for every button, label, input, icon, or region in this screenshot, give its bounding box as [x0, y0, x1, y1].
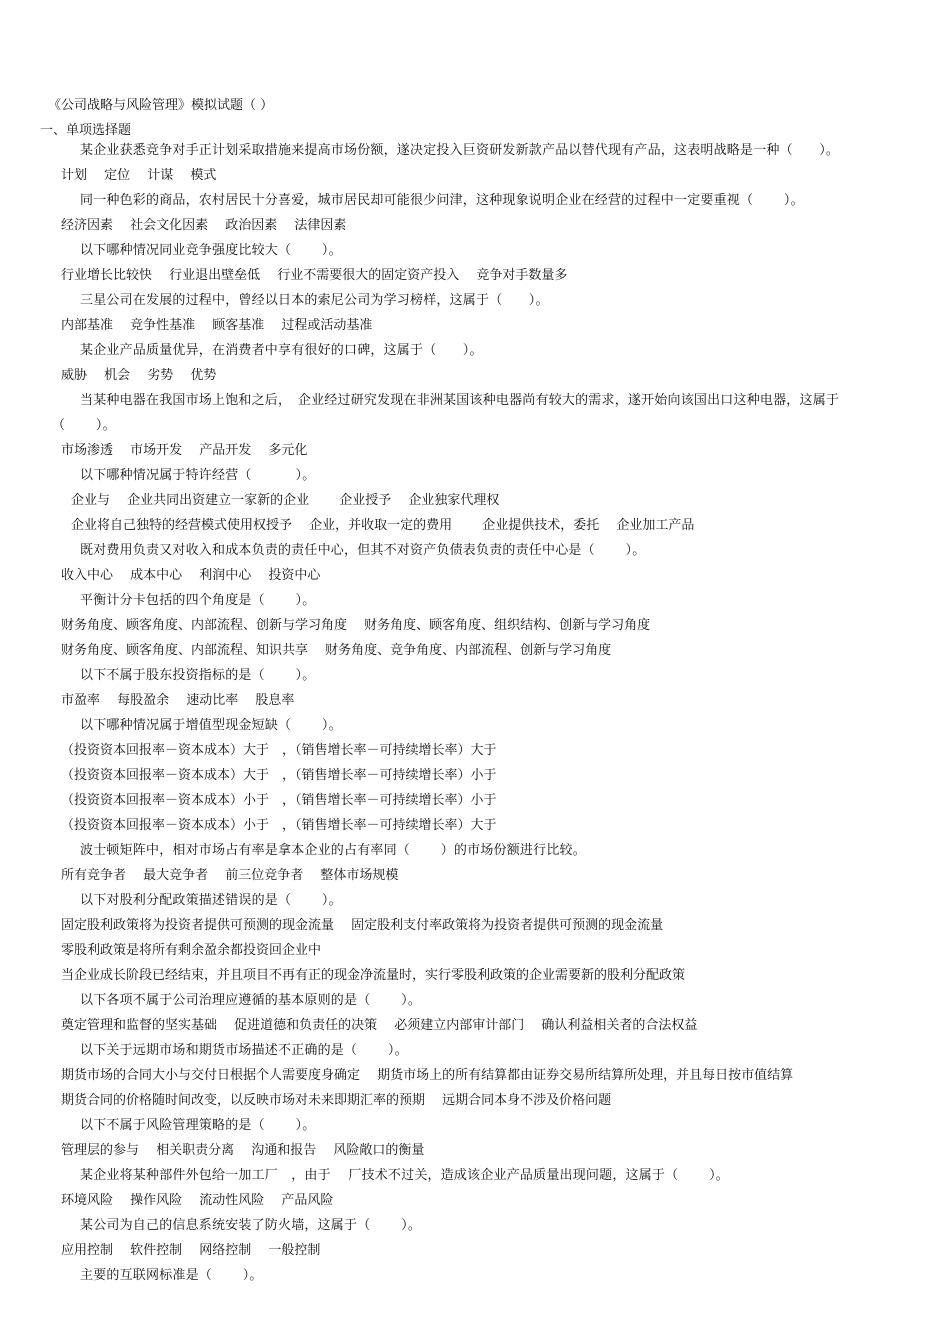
answer-options: 期货市场的合同大小与交付日根据个人需要度身确定 期货市场上的所有结算都由证券交易所结算所处理，并且每日按市值结算	[61, 1068, 794, 1083]
answer-options: 企业与 企业共同出资建立一家新的企业 企业授予 企业独家代理权	[71, 493, 500, 508]
answer-options: 固定股利政策将为投资者提供可预测的现金流量 固定股利支付率政策将为投资者提供可预测的现金流量	[61, 918, 664, 933]
answer-options: 应用控制 软件控制 网络控制 一般控制	[61, 1243, 321, 1258]
question-text: 某企业将某种部件外包给一加工厂 ，由于 厂技术不过关，造成该企业产品质量出现问题，这属于（ ）。	[80, 1168, 729, 1183]
answer-options: 当企业成长阶段已经结束，并且项目不再有正的现金净流量时，实行零股利政策的企业需要新的股利分配政策	[61, 968, 686, 983]
answer-options: 零股利政策是将所有剩余盈余都投资回企业中	[61, 943, 322, 958]
answer-options: 威胁 机会 劣势 优势	[61, 368, 217, 383]
question-text: 某企业产品质量优异，在消费者中享有很好的口碑，这属于（ ）。	[80, 343, 483, 358]
question-text: 以下各项不属于公司治理应遵循的基本原则的是（ ）。	[80, 993, 422, 1008]
question-text: 以下哪种情况属于增值型现金短缺（ ）。	[80, 718, 342, 733]
page-title: 《公司战略与风险管理》模拟试题（ ）	[48, 98, 274, 113]
question-text: 某公司为自己的信息系统安装了防火墙，这属于（ ）。	[80, 1218, 422, 1233]
answer-options: 企业将自己独特的经营模式使用权授予 企业，并收取一定的费用 企业提供技术，委托 企业加工产品	[71, 518, 695, 533]
question-text: 以下哪种情况属于特许经营（ ）。	[80, 468, 316, 483]
question-text: 以下哪种情况同业竞争强度比较大（ ）。	[80, 243, 342, 258]
question-text: 平衡计分卡包括的四个角度是（ ）。	[80, 593, 316, 608]
answer-options: 所有竞争者 最大竞争者 前三位竞争者 整体市场规模	[61, 868, 399, 883]
answer-options: 财务角度、顾客角度、内部流程、知识共享 财务角度、竞争角度、内部流程、创新与学习角度	[61, 643, 612, 658]
answer-options: 期货合同的价格随时间改变，以反映市场对未来即期汇率的预期 远期合同本身不涉及价格问题	[61, 1093, 612, 1108]
question-text: 既对费用负责又对收入和成本负责的责任中心，但其不对资产负债表负责的责任中心是（ ）。	[80, 543, 646, 558]
question-text: 当某种电器在我国市场上饱和之后， 企业经过研究发现在非洲某国该种电器尚有较大的需求，遂开始向该国出口这种电器，这属于	[80, 393, 840, 408]
answer-options: 奠定管理和监督的坚实基础 促进道德和负责任的决策 必须建立内部审计部门 确认利益相关者的合法权益	[61, 1018, 698, 1033]
answer-options: 管理层的参与 相关职责分离 沟通和报告 风险敞口的衡量	[61, 1143, 425, 1158]
question-text: 主要的互联网标准是（ ）。	[80, 1268, 263, 1283]
question-text: 波士顿矩阵中，相对市场占有率是拿本企业的占有率同（ ）的市场份额进行比较。	[80, 843, 586, 858]
answer-options: 市场渗透 市场开发 产品开发 多元化	[61, 443, 308, 458]
question-text: 某企业获悉竞争对手正计划采取措施来提高市场份额，遂决定投入巨资研发新款产品以替代现有产品，这表明战略是一种（ ）。	[80, 143, 840, 158]
question-text: （ ）。	[52, 418, 116, 433]
question-text: 以下对股利分配政策描述错误的是（ ）。	[80, 893, 342, 908]
answer-options: （投资资本回报率－资本成本）大于 ，（销售增长率－可持续增长率）小于	[61, 768, 497, 783]
answer-options: （投资资本回报率－资本成本）小于 ，（销售增长率－可持续增长率）大于	[61, 818, 497, 833]
question-text: 以下不属于股东投资指标的是（ ）。	[80, 668, 316, 683]
answer-options: 经济因素 社会文化因素 政治因素 法律因素	[61, 218, 347, 233]
question-text: 三星公司在发展的过程中，曾经以日本的索尼公司为学习榜样，这属于（ ）。	[80, 293, 549, 308]
answer-options: 财务角度、顾客角度、内部流程、创新与学习角度 财务角度、顾客角度、组织结构、创新与学习角度	[61, 618, 651, 633]
answer-options: 计划 定位 计谋 模式	[61, 168, 217, 183]
answer-options: 内部基准 竞争性基准 顾客基准 过程或活动基准	[61, 318, 373, 333]
answer-options: 行业增长比较快 行业退出壁垒低 行业不需要很大的固定资产投入 竞争对手数量多	[61, 268, 568, 283]
question-text: 以下不属于风险管理策略的是（ ）。	[80, 1118, 316, 1133]
answer-options: 市盈率 每股盈余 速动比率 股息率	[61, 693, 295, 708]
answer-options: （投资资本回报率－资本成本）大于 ，（销售增长率－可持续增长率）大于	[61, 743, 497, 758]
question-text: 同一种色彩的商品，农村居民十分喜爱，城市居民却可能很少问津，这种现象说明企业在经营的过程中一定要重视（ ）。	[80, 193, 804, 208]
answer-options: 收入中心 成本中心 利润中心 投资中心	[61, 568, 321, 583]
question-text: 以下关于远期市场和期货市场描述不正确的是（ ）。	[80, 1043, 408, 1058]
section-heading: 一、单项选择题	[40, 123, 132, 138]
answer-options: 环境风险 操作风险 流动性风险 产品风险	[61, 1193, 334, 1208]
answer-options: （投资资本回报率－资本成本）小于 ，（销售增长率－可持续增长率）小于	[61, 793, 497, 808]
